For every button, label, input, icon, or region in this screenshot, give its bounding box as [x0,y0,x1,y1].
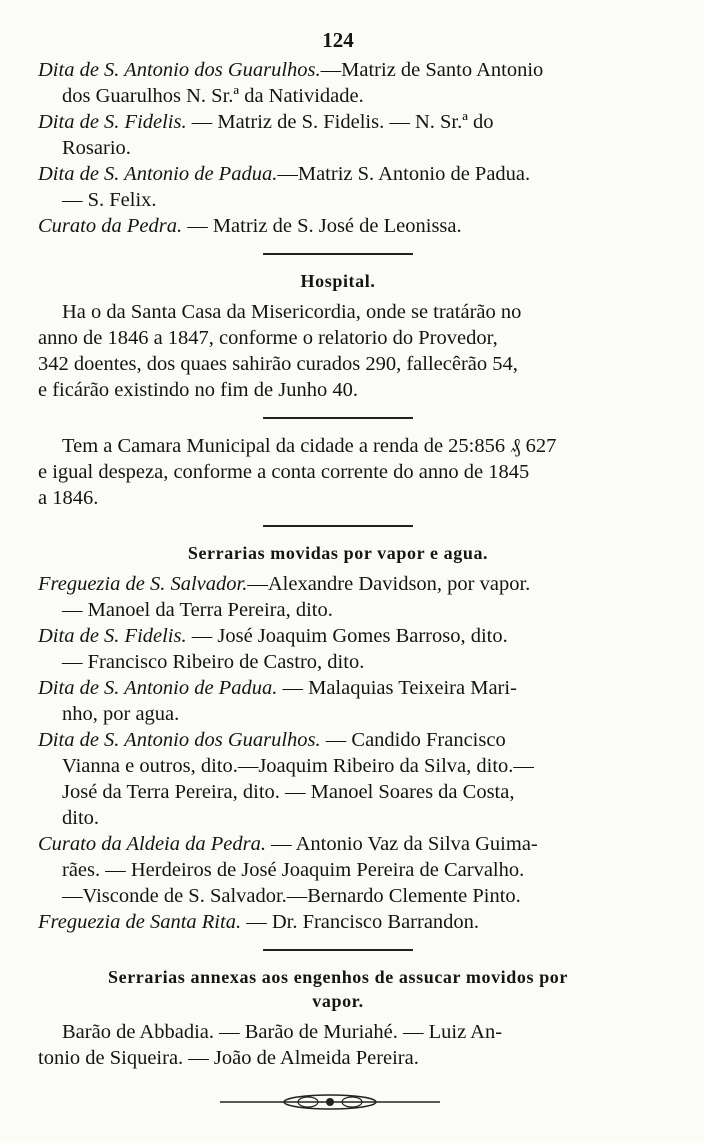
entry-line [38,135,638,161]
entry-line [38,805,638,831]
page-number: 124 [322,28,354,52]
entry-line [38,727,638,753]
text-line: 342 doentes, dos quaes sahirão curados 290, fallecêrão 54, [38,353,518,375]
entry-text: — José Joaquim Gomes Barroso, dito. [186,625,508,647]
entry-text: dos Guarulhos N. Sr.ª da Natividade. [62,85,364,107]
entry-text: — Malaquias Teixeira Mari- [277,677,517,699]
entry-text: — S. Felix. [62,189,157,211]
entry-text: — Manoel da Terra Pereira, dito. [62,599,333,621]
text-line: anno de 1846 a 1847, conforme o relatorio do Provedor, [38,327,498,349]
entry-text: —Visconde de S. Salvador.—Bernardo Clemente Pinto. [62,885,521,907]
entry-place: Dita de S. Antonio de Padua. [38,677,278,699]
entry-place: Freguezia de Santa Rita. [38,911,242,933]
text-line: Ha o da Santa Casa da Misericordia, onde se tratárão no [62,301,522,323]
heading-line: vapor. [312,991,364,1011]
entry-line [38,109,638,135]
entry-text: — Matriz de S. Fidelis. — N. Sr.ª do [186,111,494,133]
entry-text: —Alexandre Davidson, por vapor. [247,573,531,595]
entry-place: Dita de S. Fidelis. [38,111,187,133]
entry [38,727,638,831]
entry-line [38,57,638,83]
entry-line [38,187,638,213]
entry-place: Curato da Pedra. [38,215,183,237]
text-line: Tem a Camara Municipal da cidade a renda de 25:856 ₰ 627 [62,435,557,457]
entry-text: — Francisco Ribeiro de Castro, dito. [62,651,365,673]
entry [38,831,638,909]
entry-text: —Matriz de Santo Antonio [320,59,544,81]
text-line: e igual despeza, conforme a conta corrente do anno de 1845 [38,461,530,483]
entry-line [38,597,638,623]
section-divider [263,417,413,419]
entry-line [38,161,638,187]
section-divider [263,525,413,527]
text-line: Barão de Abbadia. — Barão de Muriahé. — Luiz An- [62,1021,503,1043]
entry [38,213,638,239]
entry-line [38,883,638,909]
annexas-heading [38,965,638,1013]
entry-text: dito. [62,807,100,829]
entry-line [38,857,638,883]
entry-line [38,623,638,649]
section-divider [263,253,413,255]
entry-text: —Matriz S. Antonio de Padua. [277,163,531,185]
hospital-heading: Hospital. [300,271,376,291]
heading-line: Serrarias annexas aos engenhos de assucar movidos por [108,967,568,987]
entry-place: Dita de S. Antonio dos Guarulhos. [38,59,321,81]
entry-line [38,83,638,109]
entry [38,623,638,675]
entry-line [38,779,638,805]
entry-place: Dita de S. Fidelis. [38,625,187,647]
serrarias-list [38,571,638,935]
entry-line [38,571,638,597]
entry-text: — Candido Francisco [320,729,506,751]
section-divider [263,949,413,951]
annexas-paragraph [38,1019,638,1071]
text-line: tonio de Siqueira. — João de Almeida Pereira. [38,1047,419,1069]
entry-line [38,701,638,727]
entry-text: — Antonio Vaz da Silva Guima- [265,833,538,855]
entry-line [38,831,638,857]
entry-line [38,213,638,239]
entry-place: Curato da Aldeia da Pedra. [38,833,266,855]
entry [38,109,638,161]
ornament-icon [220,1092,440,1112]
entry-text: Rosario. [62,137,131,159]
entry [38,57,638,109]
entry-text: nho, por agua. [62,703,180,725]
entry-text: Vianna e outros, dito.—Joaquim Ribeiro da Silva, dito.— [62,755,534,777]
entry [38,571,638,623]
text-line: a 1846. [38,487,99,509]
camara-paragraph [38,433,638,511]
entry-place: Dita de S. Antonio de Padua. [38,163,278,185]
parish-list [38,57,638,239]
entry-text: José da Terra Pereira, dito. — Manoel Soares da Costa, [62,781,515,803]
entry-line [38,753,638,779]
entry-place: Freguezia de S. Salvador. [38,573,248,595]
entry-place: Dita de S. Antonio dos Guarulhos. [38,729,321,751]
entry-text: rães. — Herdeiros de José Joaquim Pereira de Carvalho. [62,859,525,881]
entry [38,909,638,935]
text-line: e ficárão existindo no fim de Junho 40. [38,379,358,401]
entry [38,675,638,727]
serrarias-heading: Serrarias movidas por vapor e agua. [187,543,489,563]
entry-text: — Matriz de S. José de Leonissa. [182,215,462,237]
entry-line [38,909,638,935]
entry-text: — Dr. Francisco Barrandon. [241,911,480,933]
entry [38,161,638,213]
entry-line [38,649,638,675]
entry-line [38,675,638,701]
hospital-paragraph [38,299,638,403]
